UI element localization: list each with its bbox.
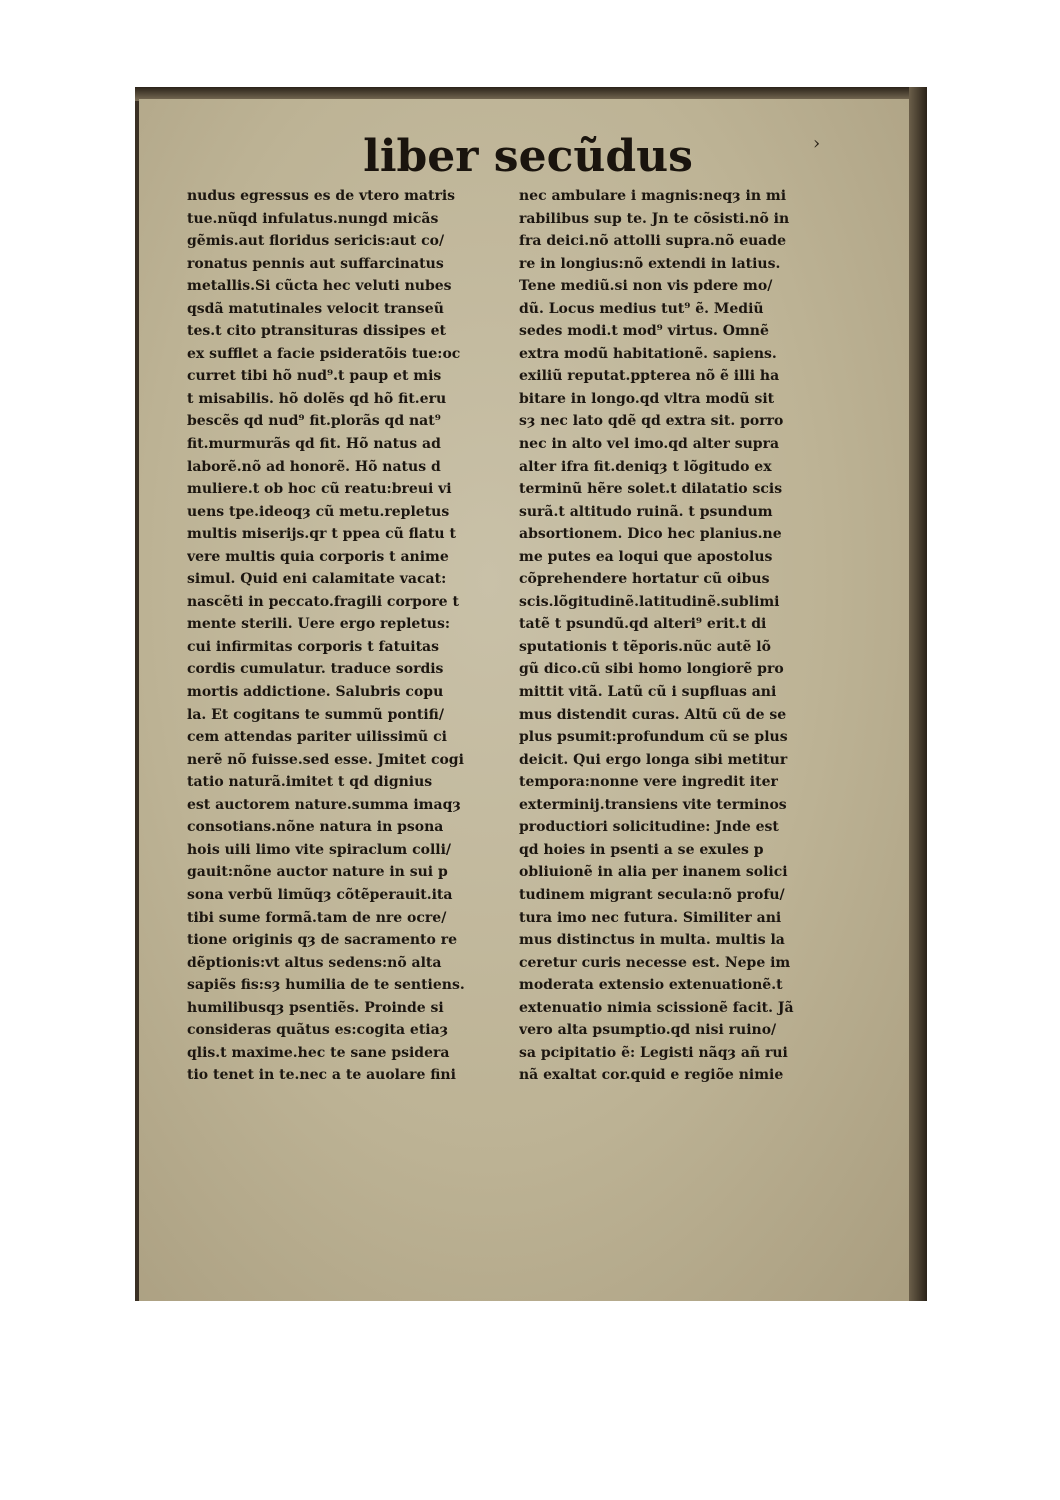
right-column-line: extenuatio nimia scissionẽ facit. Jã <box>519 999 794 1016</box>
left-column-line: tibi sume formã.tam de nre ocre/ <box>187 909 447 926</box>
left-column-line: uens tpe.ideoqȝ cũ metu.repletus <box>187 503 450 520</box>
left-column-line: consotians.nõne natura in psona <box>187 819 444 836</box>
left-column-line: humilibusqȝ psentiẽs. Proinde si <box>187 999 444 1016</box>
right-column-line: rabilibus sup te. Jn te cõsisti.nõ in <box>519 210 790 227</box>
left-column-line: mente sterili. Uere ergo repletus: <box>187 616 451 633</box>
right-column-line: vero alta psumptio.qd nisi ruino/ <box>519 1022 777 1039</box>
left-column-line: qsdã matutinales velocit transeũ <box>187 300 444 317</box>
left-column-line: ex sufflet a facie psideratõis tue:oc <box>187 345 461 362</box>
right-column-line: exterminij.transiens vite terminos <box>519 796 787 813</box>
left-column-line: cui infirmitas corporis t fatuitas <box>187 638 440 655</box>
left-column-line: hois uili limo vite spiraclum colli/ <box>187 841 452 858</box>
binding-edge <box>909 87 927 1301</box>
left-column <box>187 185 505 1087</box>
right-column-line: surã.t altitudo ruinã. t psundum <box>519 503 773 520</box>
right-column-line: gũ dico.cũ sibi homo longiorẽ pro <box>519 661 784 678</box>
right-column-line: qd hoies in psenti a se exules p <box>519 841 764 858</box>
left-column-line: simul. Quid eni calamitate vacat: <box>187 571 447 588</box>
right-column-line: mus distinctus in multa. multis la <box>519 932 785 949</box>
right-column-line: me putes ea loqui que apostolus <box>519 548 773 565</box>
left-column-line: fit.murmurãs qd fit. Hõ natus ad <box>187 436 441 453</box>
right-column-line: moderata extensio extenuationẽ.t <box>519 977 783 994</box>
right-column-line: exiliũ reputat.ppterea nõ ẽ illi ha <box>519 368 780 385</box>
book-leaf <box>139 99 917 1301</box>
left-column-line: gauit:nõne auctor nature in sui p <box>187 864 448 881</box>
right-column-line: deicit. Qui ergo longa sibi metitur <box>519 751 788 768</box>
left-column-line: bescẽs qd nud⁹ fit.plorãs qd nat⁹ <box>187 413 441 430</box>
right-column-line: ceretur curis necesse est. Nepe im <box>519 954 791 971</box>
right-column-line: cõprehendere hortatur cũ oibus <box>519 571 770 588</box>
right-column-line: mittit vitã. Latũ cũ i supfluas ani <box>519 684 777 701</box>
left-column-line: sona verbũ limũqȝ cõtẽperauit.ita <box>187 886 453 903</box>
left-column-line: curret tibi hõ nud⁹.t paup et mis <box>187 368 442 385</box>
right-column-line: nec ambulare i magnis:neqȝ in mi <box>519 188 787 204</box>
left-column-line: cordis cumulatur. traduce sordis <box>187 661 444 678</box>
right-column-line: tura imo nec futura. Similiter ani <box>519 909 782 926</box>
right-column <box>519 185 837 1087</box>
left-column-line: ronatus pennis aut suffarcinatus <box>187 255 444 272</box>
right-column-line: alter ifra fit.deniqȝ t lõgitudo ex <box>519 458 772 475</box>
right-column-line: terminũ hẽre solet.t dilatatio scis <box>519 481 783 498</box>
right-column-line: fra deici.nõ attolli supra.nõ euade <box>519 233 787 250</box>
left-column-line: gẽmis.aut floridus sericis:aut co/ <box>187 233 445 250</box>
right-column-line: productiori solicitudine: Jnde est <box>519 819 779 836</box>
right-column-line: sputationis t tẽporis.nũc autẽ lõ <box>519 638 771 655</box>
right-column-line: bitare in longo.qd vltra modũ sit <box>519 390 775 407</box>
left-column-line: est auctorem nature.summa imaqȝ <box>187 796 461 813</box>
right-column-line: Tene mediũ.si non vis pdere mo/ <box>519 278 773 295</box>
right-column-line: sa pcipitatio ẽ: Legisti nãqȝ añ rui <box>519 1044 788 1061</box>
left-column-line: t misabilis. hõ dolẽs qd hõ fit.eru <box>187 390 447 407</box>
running-head: liber secũdus <box>363 131 693 182</box>
left-column-line: tione originis qȝ de sacramento re <box>187 932 457 949</box>
right-column-line: extra modũ habitationẽ. sapiens. <box>519 345 777 362</box>
right-column-line: scis.lõgitudinẽ.latitudinẽ.sublimi <box>519 593 780 610</box>
left-column-line: tes.t cito ptransituras dissipes et <box>187 323 446 340</box>
right-column-line: plus psumit:profundum cũ se plus <box>519 729 788 746</box>
left-column-line: cem attendas pariter uilissimũ ci <box>187 729 447 746</box>
right-column-line: sȝ nec lato qdẽ qd extra sit. porro <box>519 413 784 430</box>
scanned-page <box>135 87 927 1301</box>
right-column-line: tatẽ t psundũ.qd alteri⁹ erit.t di <box>519 616 767 633</box>
left-column-line: mortis addictione. Salubris copu <box>187 684 444 701</box>
left-column-line: vere multis quia corporis t anime <box>187 548 449 565</box>
left-column-line: nascẽti in peccato.fragili corpore t <box>187 593 459 610</box>
left-column-line: tatio naturã.imitet t qd dignius <box>187 774 433 791</box>
right-column-line: tudinem migrant secula:nõ profu/ <box>519 886 785 903</box>
right-column-line: absortionem. Dico hec planius.ne <box>519 526 782 543</box>
right-column-line: nec in alto vel imo.qd alter supra <box>519 436 780 453</box>
margin-mark: › <box>813 133 821 154</box>
right-column-line: obliuionẽ in alia per inanem solici <box>519 864 788 881</box>
left-column-line: laborẽ.nõ ad honorẽ. Hõ natus d <box>187 458 441 475</box>
right-column-line: sedes modi.t mod⁹ virtus. Omnẽ <box>519 323 769 340</box>
left-column-line: multis miserijs.qr t ppea cũ flatu t <box>187 526 456 543</box>
left-column-line: sapiẽs fis:sȝ humilia de te sentiens. <box>187 977 465 994</box>
left-column-line: dẽptionis:vt altus sedens:nõ alta <box>187 954 442 971</box>
left-column-line: nerẽ nõ fuisse.sed esse. Jmitet cogi <box>187 751 464 768</box>
left-column-line: muliere.t ob hoc cũ reatu:breui vi <box>187 481 452 498</box>
right-column-line: mus distendit curas. Altũ cũ de se <box>519 706 787 723</box>
left-column-line: nudus egressus es de vtero matris <box>187 188 456 204</box>
left-column-line: tue.nũqd infulatus.nungd micãs <box>187 210 439 227</box>
left-column-line: tio tenet in te.nec a te auolare fini <box>187 1067 456 1084</box>
right-column-line: re in longius:nõ extendi in latius. <box>519 255 781 272</box>
left-column-line: qlis.t maxime.hec te sane psidera <box>187 1044 450 1061</box>
left-column-line: metallis.Si cũcta hec veluti nubes <box>187 278 452 295</box>
right-column-line: nã exaltat cor.quid e regiõe nimie <box>519 1067 784 1084</box>
left-column-line: consideras quãtus es:cogita etiaȝ <box>187 1022 449 1039</box>
left-column-line: la. Et cogitans te summũ pontifi/ <box>187 706 444 723</box>
right-column-line: dũ. Locus medius tut⁹ ẽ. Mediũ <box>519 300 764 317</box>
right-column-line: tempora:nonne vere ingredit iter <box>519 774 778 791</box>
